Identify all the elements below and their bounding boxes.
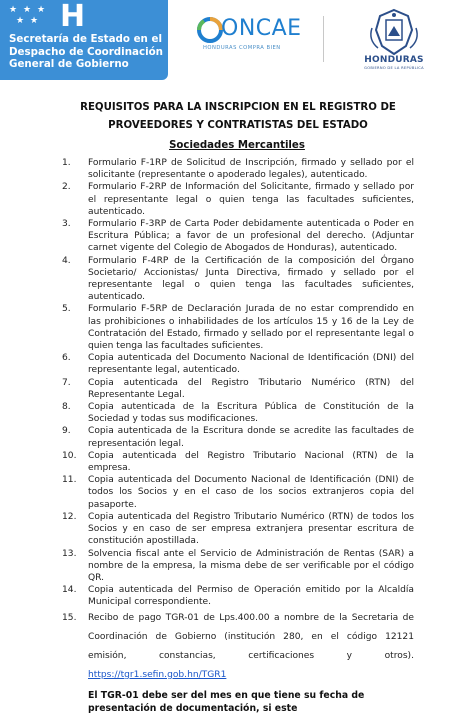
banner-line-1: Secretaría de Estado en el [9,33,162,45]
item-number: 14. [62,585,77,596]
item-text: Copia autenticada del Registro Tributario Nacional (RTN) de la empresa. [88,450,414,474]
item-text: Copia autenticada del Documento Nacional de Identificación (DNI) de todos los Socios y en el caso de los socios extranjeros copia del pasaporte. [88,475,414,510]
list-item [62,401,414,425]
banner-line-3: General de Gobierno [9,58,129,70]
item-text: Copia autenticada del Registro Tributario Numérico (RTN) del Representante Legal. [88,377,414,400]
stars-emblem: ★ ★ ★ ★ ★ [9,5,46,26]
banner-line-2: Despacho de Coordinación [9,45,164,58]
item-text: Formulario F-5RP de Declaración Jurada de no estar comprendido en las prohibiciones o inhabilidades de los artículos 15 y 16 de la Ley de Contratación del Estado, firmado y sellado por el representante legal o quien tenga las facultades suficientes. [88,304,414,352]
banner-title [9,33,167,71]
honduras-tagline: GOBIERNO DE LA REPÚBLICA [364,66,424,70]
list-item [62,474,414,511]
document-header [0,0,474,80]
item-text: Copia autenticada de la Escritura donde se acredite las facultades de representación legal. [88,426,414,449]
item-text: Copia autenticada de la Escritura Pública de Constitución de la Sociedad y todas sus modificaciones. [88,402,414,425]
item-text: Recibo de pago TGR-01 de Lps.400.00 a nombre de la Secretaria de Coordinación de Gobierno (institución 280, en el código 12121 emisión, constancias, certificaciones y otros). [88,612,414,661]
item-number: 3. [62,219,71,230]
banner-letter: H [60,0,86,34]
list-item [62,255,414,304]
list-item [62,303,414,352]
item-number: 12. [62,511,77,522]
list-item [62,181,414,218]
item-text: Formulario F-4RP de la Certificación de la composición del Órgano Societario/ Accionistas/ Junta Directiva, firmado y sellado por el representante legal o quien tenga las facultades suficientes, autenticado. [88,255,414,303]
item-number: 7. [62,377,71,388]
item-number: 15. [62,612,77,623]
list-item [62,377,414,401]
header-divider [323,16,324,62]
item-text: Copia autenticada del Registro Tributario Numérico (RTN) de todos los Socios y en caso de ser empresa extranjera presentar escritura de constitución apostillada. [88,511,414,547]
item-text: Copia autenticada del Permiso de Operación emitido por la Alcaldía Municipal correspondiente. [88,585,414,608]
item-text: Copia autenticada del Documento Nacional de Identificación (DNI) del representante legal, autenticado. [88,353,414,376]
tgr1-link[interactable]: https://tgr1.sefin.gob.hn/TGR1 [88,669,227,680]
item-number: 6. [62,353,71,364]
item-text: Formulario F-3RP de Carta Poder debidamente autenticada o Poder en Escritura Pública; a favor de un profesional del derecho. (Adjuntar carnet vigente del Colegio de Abogados de Honduras), autenticado. [88,219,414,254]
item-number: 8. [62,402,71,413]
item-number: 11. [62,475,77,486]
list-item [62,584,414,608]
item-number: 5. [62,304,71,315]
list-item [62,609,414,685]
item-number: 2. [62,182,71,193]
item-number: 9. [62,426,71,437]
list-item [62,157,414,181]
list-item [62,352,414,376]
secretaria-banner [0,0,168,80]
list-item [62,425,414,449]
item-text: Formulario F-2RP de Información del Solicitante, firmado y sellado por el representante legal o quien tenga las facultades suficientes, autenticado. [88,182,414,217]
final-note: El TGR-01 debe ser del mes en que tiene su fecha de presentación de documentación, si este [88,689,365,715]
item-number: 1. [62,158,71,168]
item-number: 13. [62,548,77,559]
section-heading: Sociedades Mercantiles [169,140,305,151]
oncae-tagline: HONDURAS COMPRA BIEN [203,45,281,51]
list-item [62,511,414,548]
item-number: 10. [62,450,77,461]
list-item [62,548,414,585]
oncae-wordmark: ONCAE [221,16,302,41]
document-title: REQUISITOS PARA LA INSCRIPCION EN EL REGISTRO DE PROVEEDORES Y CONTRATISTAS DEL ESTADO [80,102,396,131]
oncae-logo [195,14,315,58]
item-number: 4. [62,255,71,266]
item-text: Formulario F-1RP de Solicitud de Inscripción, firmado y sellado por el solicitante (representante o apoderado legales), autenticado. [88,158,414,181]
requirements-list [62,157,414,716]
honduras-wordmark: HONDURAS [364,55,424,65]
list-item [62,450,414,474]
item-text: Solvencia fiscal ante el Servicio de Administración de Rentas (SAR) a nombre de la empresa, la misma debe de ser verificable por el código QR. [88,548,414,583]
list-item [62,218,414,255]
